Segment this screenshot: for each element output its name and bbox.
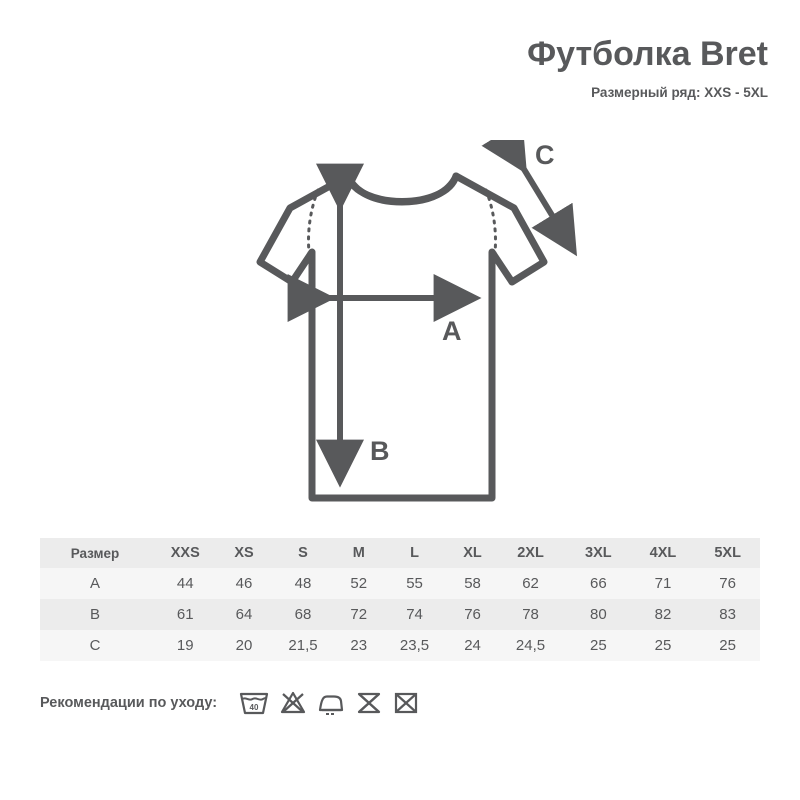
cell-a-3xl: 66 xyxy=(566,568,631,599)
care-icon-list xyxy=(239,690,419,716)
table-row xyxy=(40,630,760,661)
cell-b-s: 68 xyxy=(268,599,339,630)
no-tumble-dry-icon xyxy=(356,690,382,716)
cell-c-3xl: 25 xyxy=(566,630,631,661)
cell-c-xs: 20 xyxy=(221,630,268,661)
care-instructions xyxy=(40,690,419,716)
cell-a-l: 55 xyxy=(379,568,450,599)
column-header-s: S xyxy=(268,538,339,568)
cell-c-s: 21,5 xyxy=(268,630,339,661)
cell-a-xl: 58 xyxy=(450,568,495,599)
collar-line xyxy=(348,176,456,202)
iron-icon xyxy=(317,690,345,716)
cell-c-l: 23,5 xyxy=(379,630,450,661)
cell-c-2xl: 24,5 xyxy=(495,630,566,661)
row-label-b: B xyxy=(40,599,150,630)
no-bleach-icon xyxy=(280,690,306,716)
cell-b-2xl: 78 xyxy=(495,599,566,630)
cell-c-5xl: 25 xyxy=(695,630,760,661)
column-header-5xl: 5XL xyxy=(695,538,760,568)
cell-b-4xl: 82 xyxy=(631,599,696,630)
cell-b-m: 72 xyxy=(339,599,380,630)
wash-40-icon xyxy=(239,690,269,716)
row-label-a: A xyxy=(40,568,150,599)
cell-c-m: 23 xyxy=(339,630,380,661)
column-header-xl: XL xyxy=(450,538,495,568)
column-header-xs: XS xyxy=(221,538,268,568)
no-dry-clean-icon xyxy=(393,690,419,716)
cell-c-xl: 24 xyxy=(450,630,495,661)
cell-a-2xl: 62 xyxy=(495,568,566,599)
cell-a-4xl: 71 xyxy=(631,568,696,599)
tshirt-outline xyxy=(260,176,544,498)
column-header-xxs: XXS xyxy=(150,538,221,568)
size-range-subtitle: Размерный ряд: XXS - 5XL xyxy=(591,85,768,100)
header xyxy=(527,34,768,100)
cell-a-xs: 46 xyxy=(221,568,268,599)
row-label-c: C xyxy=(40,630,150,661)
table-row xyxy=(40,568,760,599)
label-a: A xyxy=(442,316,462,346)
column-header-m: M xyxy=(339,538,380,568)
table-header xyxy=(40,538,760,568)
cell-c-xxs: 19 xyxy=(150,630,221,661)
cell-c-4xl: 25 xyxy=(631,630,696,661)
label-c: C xyxy=(535,140,555,170)
label-b: B xyxy=(370,436,390,466)
table-row xyxy=(40,599,760,630)
cell-a-m: 52 xyxy=(339,568,380,599)
tshirt-diagram xyxy=(230,140,610,520)
column-header-l: L xyxy=(379,538,450,568)
cell-b-3xl: 80 xyxy=(566,599,631,630)
cell-b-xxs: 61 xyxy=(150,599,221,630)
table-body xyxy=(40,568,760,661)
column-header-3xl: 3XL xyxy=(566,538,631,568)
column-header-4xl: 4XL xyxy=(631,538,696,568)
cell-b-5xl: 83 xyxy=(695,599,760,630)
cell-a-s: 48 xyxy=(268,568,339,599)
cell-b-xs: 64 xyxy=(221,599,268,630)
cell-b-l: 74 xyxy=(379,599,450,630)
page-title: Футболка Bret xyxy=(527,35,768,73)
size-table xyxy=(40,538,760,661)
cell-b-xl: 76 xyxy=(450,599,495,630)
column-header-size: Размер xyxy=(40,538,150,568)
cell-a-xxs: 44 xyxy=(150,568,221,599)
cell-a-5xl: 76 xyxy=(695,568,760,599)
column-header-2xl: 2XL xyxy=(495,538,566,568)
wash-temperature-text: 40 xyxy=(249,703,259,712)
table-header-row xyxy=(40,538,760,568)
care-label: Рекомендации по уходу: xyxy=(40,695,218,711)
